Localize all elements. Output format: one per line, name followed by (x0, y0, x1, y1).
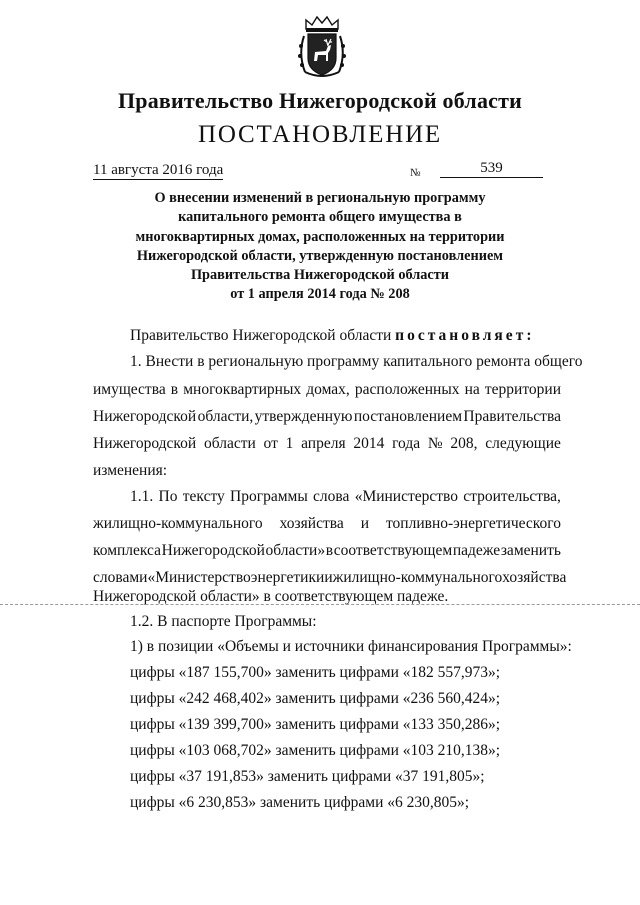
word: в (170, 381, 179, 398)
paragraph-1-1-line (130, 488, 561, 506)
word: года (392, 435, 421, 452)
word: словами (93, 569, 148, 586)
organization-title: Правительство Нижегородской области (117, 88, 522, 113)
word: заменить (500, 542, 561, 559)
word: тексту (182, 488, 225, 505)
subject-line: капитального ремонта общего имущества в (178, 209, 462, 226)
word: 1 (285, 435, 294, 452)
word: 2014 (353, 435, 385, 452)
decree-word: постановляет (395, 327, 527, 344)
word: строительства, (463, 488, 561, 505)
word: на (464, 381, 480, 398)
document-type: ПОСТАНОВЛЕНИЕ (197, 121, 442, 148)
subject-line: Нижегородской области, утвержденную постановлением (136, 247, 504, 264)
replacement-item: цифры «242 468,402» заменить цифрами «236 560,424»; (130, 690, 501, 707)
preamble-text: Правительство Нижегородской области (130, 327, 392, 344)
word: жилищно-коммунального (93, 515, 263, 532)
word: Правительства (463, 408, 561, 425)
word: области» (265, 542, 326, 559)
word: территории (484, 381, 561, 398)
coat-of-arms-icon (297, 14, 347, 80)
word: и (360, 515, 369, 532)
paragraph-1-line: 1. Внести в региональную программу капитального ремонта общего (130, 353, 583, 370)
word: постановлением (353, 408, 463, 425)
word: По (158, 488, 178, 505)
paragraph-1-2-1: 1) в позиции «Объемы и источники финансирования Программы»: (130, 638, 572, 655)
paragraph-1-line (93, 381, 561, 399)
word: хозяйства (502, 569, 567, 586)
replacement-item: цифры «103 068,702» заменить цифрами «103 210,138»; (130, 742, 501, 759)
paragraph-1-line (93, 408, 561, 426)
word: слова (313, 488, 350, 505)
word: и (324, 569, 333, 586)
word: следующие (485, 435, 561, 452)
word: Программы (230, 488, 308, 505)
word: расположенных (354, 381, 460, 398)
word: Нижегородской (93, 435, 197, 452)
word: хозяйства (279, 515, 344, 532)
subject-line: от 1 апреля 2014 года № 208 (230, 286, 410, 303)
word: 1.1. (130, 488, 154, 505)
word: области, (197, 408, 254, 425)
subject-line: многоквартирных домах, расположенных на территории (135, 228, 505, 245)
replacement-item: цифры «37 191,853» заменить цифрами «37 191,805»; (130, 768, 485, 785)
paragraph-1-1-line (93, 569, 567, 587)
word: многоквартирных (183, 381, 302, 398)
subject-line: О внесении изменений в региональную программу (154, 190, 486, 206)
word: «Министерство (354, 488, 459, 505)
word: Нижегородской (161, 542, 265, 559)
word: жилищно-коммунального (332, 569, 503, 586)
scan-fold-line (0, 604, 640, 605)
word: апреля (301, 435, 346, 452)
word: энергетики (250, 569, 325, 586)
subject-line: Правительства Нижегородской области (190, 267, 450, 284)
paragraph-1-line: изменения: (93, 462, 168, 479)
replacement-item: цифры «6 230,853» заменить цифрами «6 230,805»; (130, 794, 470, 811)
word: от (263, 435, 278, 452)
word: имущества (93, 381, 166, 398)
word: комплекса (93, 542, 162, 559)
word: домах, (306, 381, 350, 398)
word: топливно-энергетического (385, 515, 561, 532)
paragraph-1-1-line (93, 515, 561, 533)
word: Нижегородской (93, 408, 197, 425)
paragraph-1-line (93, 435, 561, 453)
number-label: № (410, 167, 421, 179)
preamble (130, 327, 531, 345)
word: падеже (452, 542, 501, 559)
paragraph-1-1-line (93, 542, 561, 560)
word: соответствующем (333, 542, 453, 559)
paragraph-1-2: 1.2. В паспорте Программы: (130, 613, 317, 630)
document-subject (110, 189, 530, 305)
preamble-colon: : (526, 327, 532, 344)
paragraph-1-1-line: Нижегородской области» в соответствующем падеже. (93, 588, 449, 605)
word: в (325, 542, 334, 559)
word: «Министерство (147, 569, 251, 586)
word: № (427, 435, 443, 452)
document-number: 539 (440, 160, 543, 178)
document-date: 11 августа 2016 года (93, 162, 224, 178)
replacement-item: цифры «139 399,700» заменить цифрами «133 350,286»; (130, 716, 501, 733)
word: области (203, 435, 256, 452)
word: 208, (450, 435, 478, 452)
word: утвержденную (254, 408, 353, 425)
replacement-item: цифры «187 155,700» заменить цифрами «182 557,973»; (130, 664, 501, 681)
